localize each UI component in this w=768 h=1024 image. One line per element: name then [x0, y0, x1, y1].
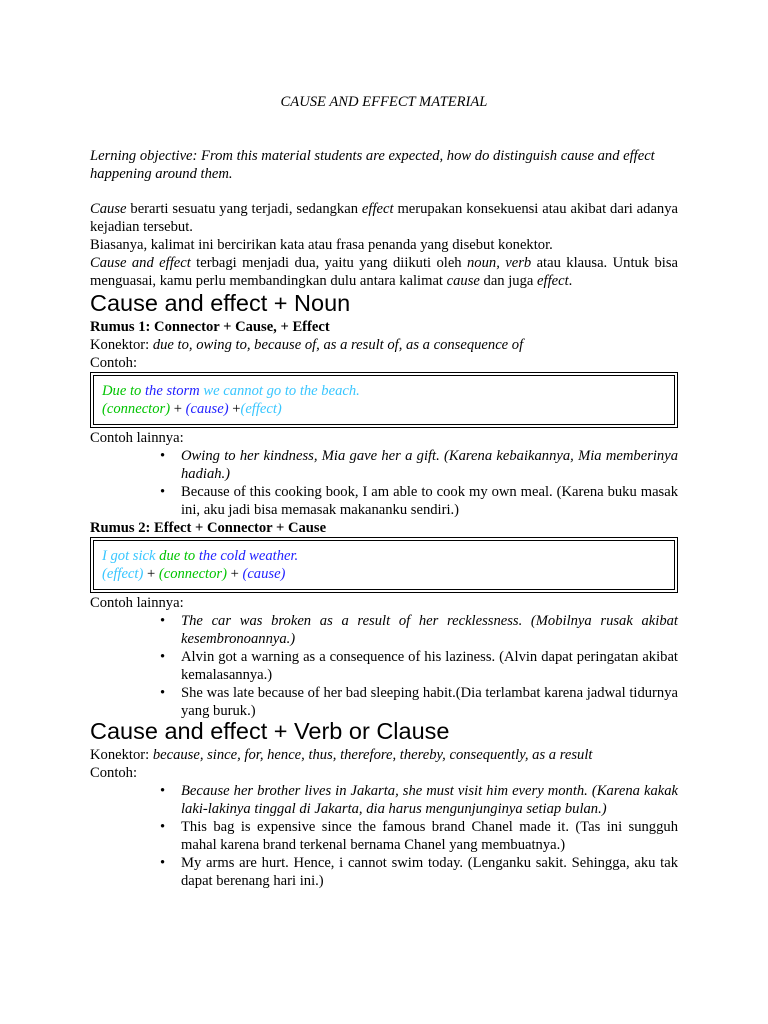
example-structure-2: (effect) + (connector) + (cause): [102, 566, 286, 582]
rumus-1-block: [90, 318, 678, 372]
contoh-label-2: Contoh:: [90, 765, 138, 781]
rumus-2-title: Rumus 2: Effect + Connector + Cause: [90, 520, 327, 536]
contoh-lainnya-label-2: Contoh lainnya:: [90, 595, 184, 611]
contoh-label-1: Contoh:: [90, 355, 138, 371]
document-title: CAUSE AND EFFECT MATERIAL: [280, 94, 488, 110]
section-heading-verb-clause: Cause and effect + Verb or Clause: [90, 718, 450, 744]
konektor-line-2: Konektor: because, since, for, hence, thus, therefore, thereby, consequently, as a result: [90, 747, 593, 763]
list-item: • Because of this cooking book, I am able to cook my own meal. (Karena buku masak ini, aku jadi bisa memasak makananku sendiri.): [160, 484, 678, 518]
examples-block-1: [90, 429, 678, 537]
example-box-1: [90, 372, 678, 428]
example-list-2: [90, 612, 678, 720]
list-item: • Because her brother lives in Jakarta, she must visit him every month. (Karena kakak laki-lakinya tinggal di Jakarta, dia harus mengunjunginya setiap bulan.): [160, 783, 678, 817]
example-list-1: [90, 447, 678, 519]
list-item: • Owing to her kindness, Mia gave her a gift. (Karena kebaikannya, Mia memberinya hadiah.): [160, 448, 678, 482]
list-item: • She was late because of her bad sleeping habit.(Dia terlambat karena jadwal tidurnya yang buruk.): [160, 685, 678, 719]
intro-section: [90, 200, 678, 290]
contoh-lainnya-label: Contoh lainnya:: [90, 430, 184, 446]
example-box-2: [90, 537, 678, 593]
konektor-line-1: Konektor: due to, owing to, because of, as a result of, as a consequence of: [90, 337, 524, 353]
section-2-block: [90, 746, 678, 890]
example-sentence-1: Due to the storm we cannot go to the beach.: [102, 383, 360, 399]
section-heading-noun: Cause and effect + Noun: [90, 290, 351, 316]
example-list-3: [90, 782, 678, 890]
list-item: • This bag is expensive since the famous brand Chanel made it. (Tas ini sungguh mahal karena brand terkenal bernama Chanel yang membuatnya.): [160, 819, 678, 853]
example-sentence-2: I got sick due to the cold weather.: [102, 548, 299, 564]
intro-paragraph-3: Cause and effect terbagi menjadi dua, yaitu yang diikuti oleh noun, verb atau klausa. Untuk bisa menguasai, kamu perlu membandingkan dulu antara kalimat cause dan juga effect.: [90, 255, 678, 289]
examples-block-2: [90, 594, 678, 720]
intro-paragraph-1: Cause berarti sesuatu yang terjadi, sedangkan effect merupakan konsekuensi atau akibat dari adanya kejadian tersebut.: [90, 201, 678, 235]
intro-paragraph-2: Biasanya, kalimat ini bercirikan kata atau frasa penanda yang disebut konektor.: [90, 237, 553, 253]
learning-objective: Lerning objective: From this material students are expected, how do distinguish cause and effect happening around them.: [90, 148, 655, 182]
list-item: • My arms are hurt. Hence, i cannot swim today. (Lenganku sakit. Sehingga, aku tak dapat berenang hari ini.): [160, 855, 678, 889]
example-structure-1: (connector) + (cause) +(effect): [102, 401, 282, 417]
list-item: • The car was broken as a result of her recklessness. (Mobilnya rusak akibat kesembronoannya.): [160, 613, 678, 647]
list-item: • Alvin got a warning as a consequence of his laziness. (Alvin dapat peringatan akibat kemalasannya.): [160, 649, 678, 683]
rumus-1-title: Rumus 1: Connector + Cause, + Effect: [90, 319, 330, 335]
